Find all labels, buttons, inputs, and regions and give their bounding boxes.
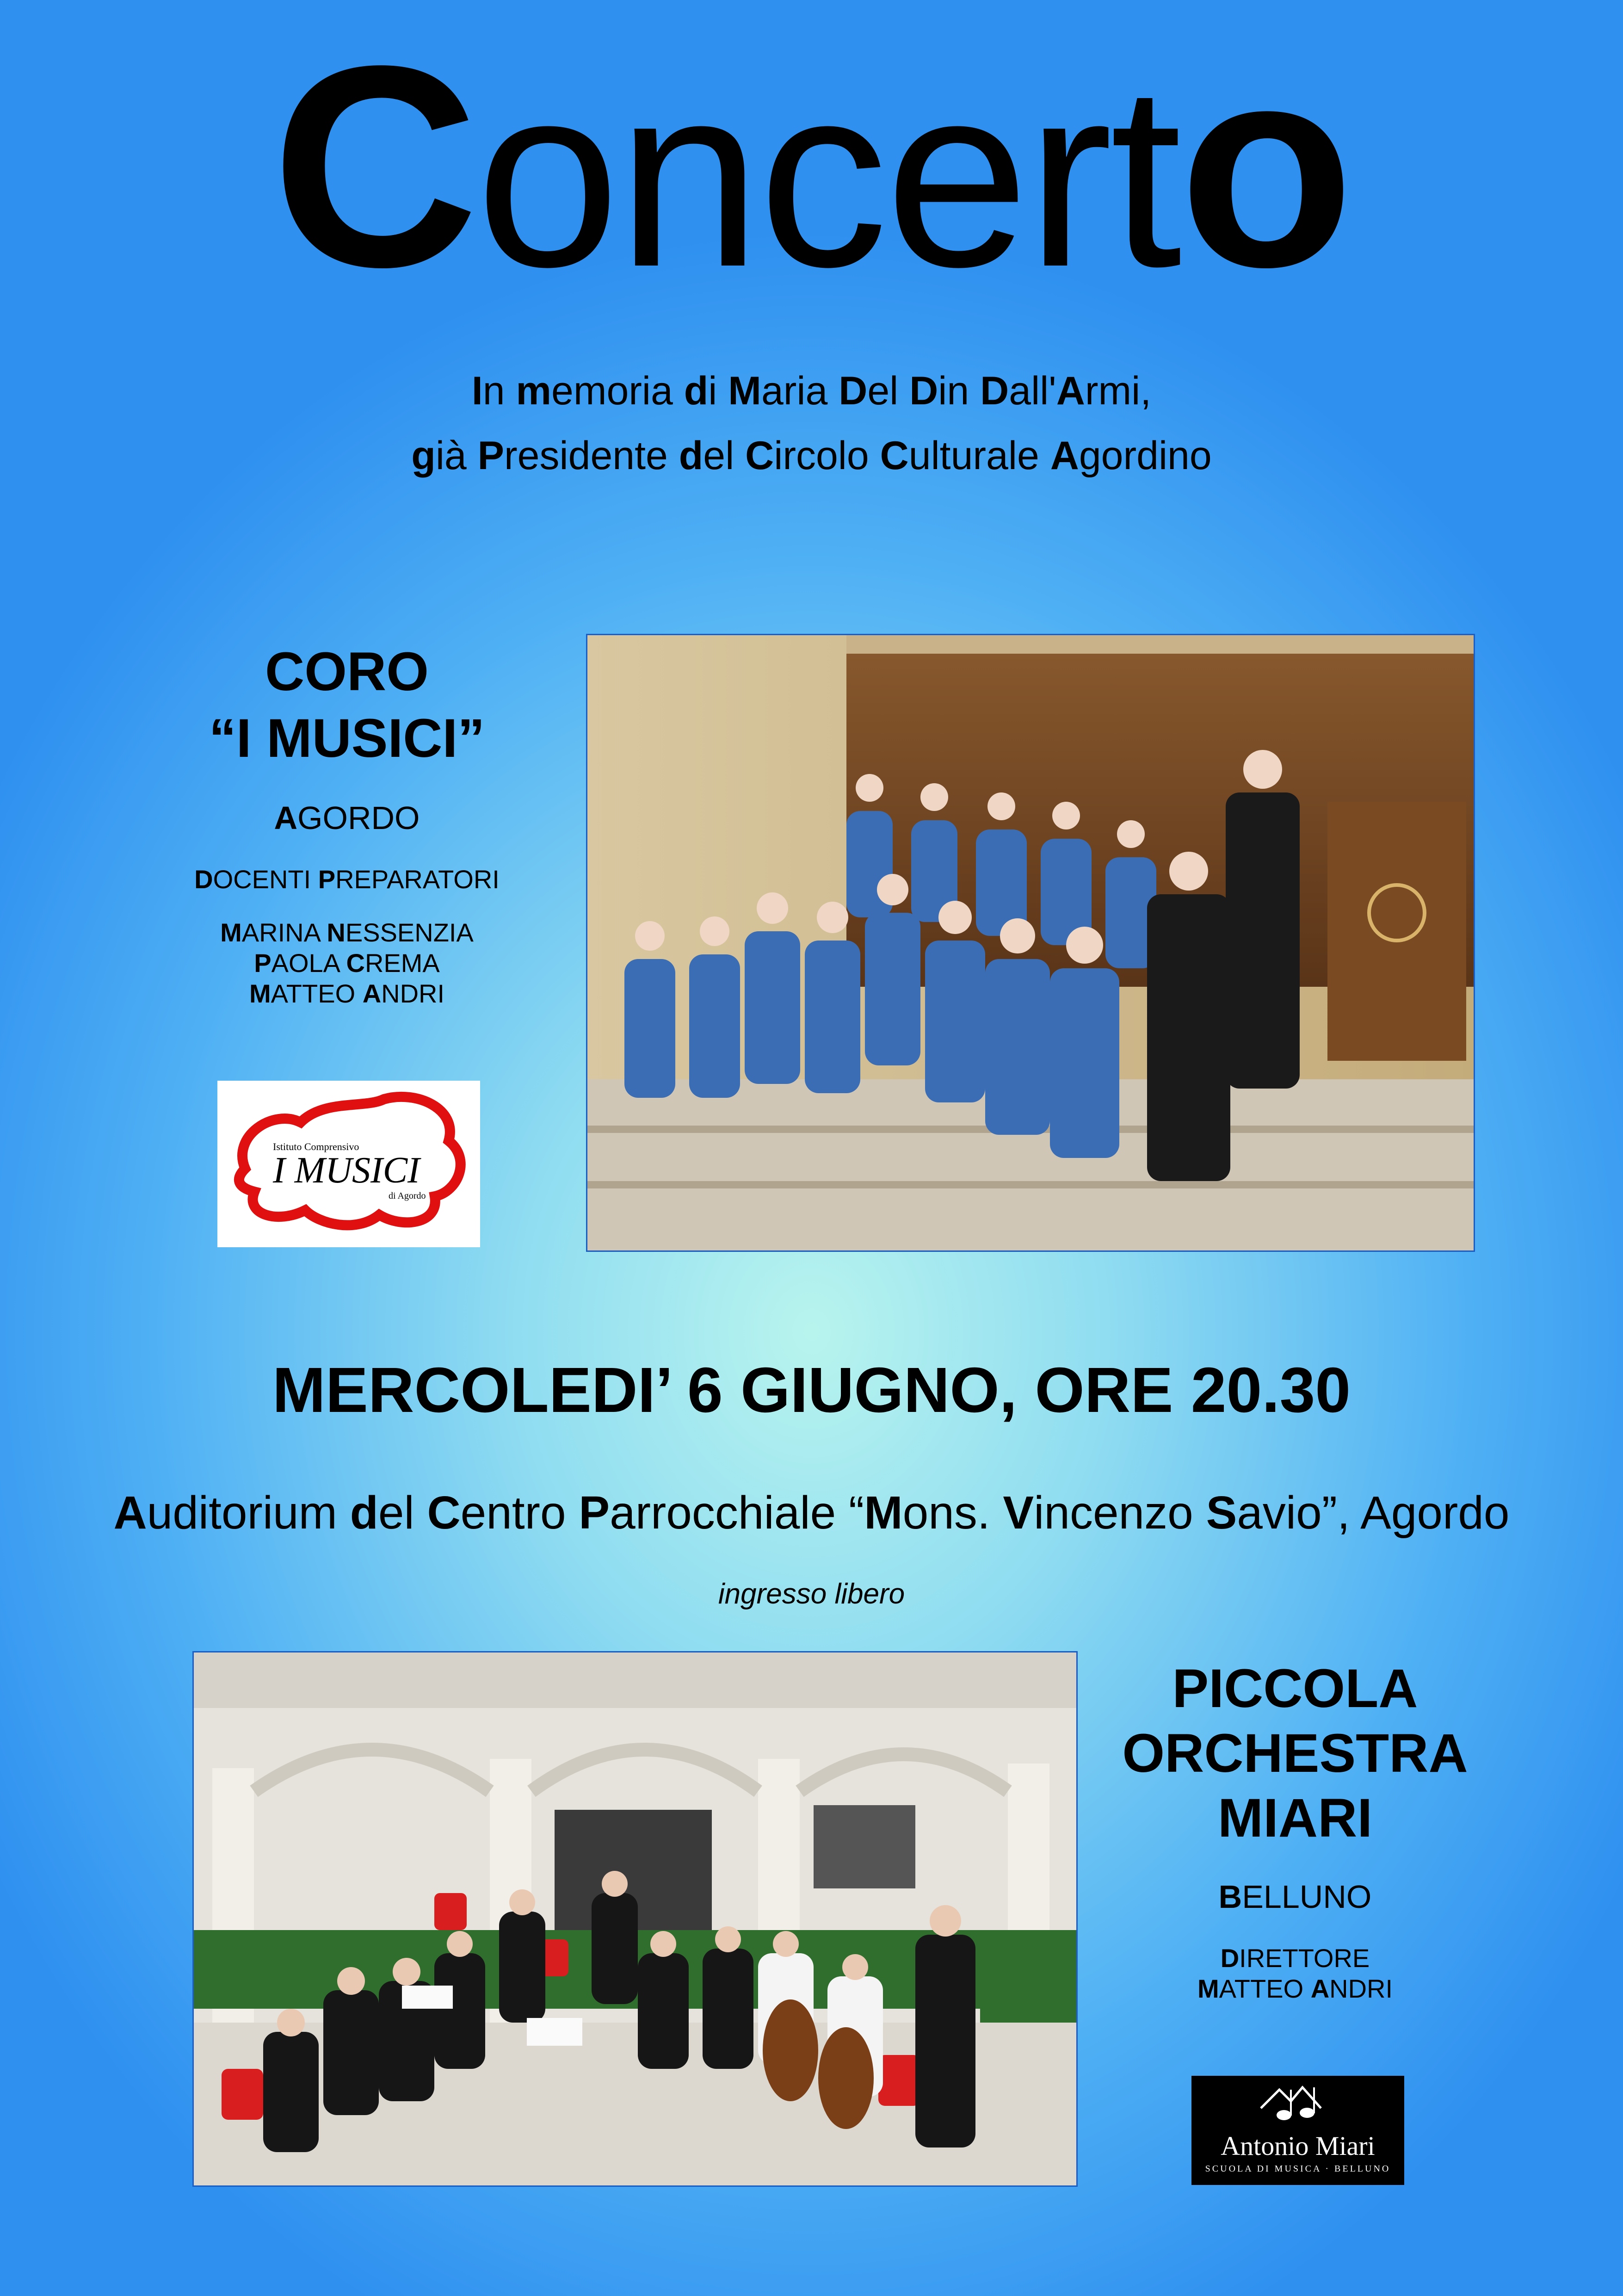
orchestra-photo [192,1651,1078,2187]
logo-top-text: Istituto Comprensivo [273,1141,359,1152]
title-first-letter: C [272,6,476,327]
event-place: Auditorium del Centro Parrocchiale “Mons. Vincenzo Savio”, Agordo [113,1487,1510,1539]
orchestra-title-line-2: ORCHESTRA [1122,1723,1468,1784]
title-middle: oncert [475,31,1179,321]
orchestra-role [1101,1943,1489,2004]
title-last-letter: o [1179,6,1351,327]
event-entry: ingresso libero [718,1578,905,1610]
antonio-miari-logo [1191,2076,1404,2185]
coro-info [176,638,518,1009]
coro-teacher-1: MARINA NESSENZIA [220,918,474,947]
poster-title [0,6,1623,327]
choir-photo-illustration [587,635,1475,1252]
coro-teachers [176,917,518,1009]
orchestra-title-line-1: PICCOLA [1172,1658,1418,1719]
orchestra-info [1101,1656,1489,2004]
logo-bottom-text: di Agordo [389,1191,426,1201]
miari-logo-name: Antonio Miari [1221,2131,1375,2161]
i-musici-logo-graphic [217,1081,480,1247]
coro-teacher-2: PAOLA CREMA [254,948,440,978]
coro-title-line-2: “I MUSICI” [209,708,485,769]
logo-main-text: I MUSICI [273,1150,420,1191]
memoria-line-1: In memoria di Maria Del Din Dall'Armi, [471,369,1152,413]
memoria-line-2: già Presidente del Circolo Culturale Agordino [411,433,1212,478]
i-musici-logo [217,1081,480,1247]
coro-role: DOCENTI PREPARATORI [194,865,500,894]
orchestra-role-title: DIRETTORE [1220,1943,1370,1973]
coro-title [176,638,518,772]
coro-title-line-1: CORO [265,641,429,702]
event-date: MERCOLEDI’ 6 GIUGNO, ORE 20.30 [272,1355,1351,1426]
coro-photo [586,634,1475,1252]
coro-city: AGORDO [274,800,420,836]
orchestra-photo-illustration [194,1652,1078,2187]
orchestra-title [1101,1656,1489,1850]
coro-teacher-3: MATTEO ANDRI [249,979,445,1008]
miari-logo-subtitle: SCUOLA DI MUSICA · BELLUNO [1205,2164,1391,2174]
orchestra-title-line-3: MIARI [1217,1788,1373,1849]
orchestra-city: BELLUNO [1218,1879,1372,1915]
music-note-icon [1191,2076,1404,2127]
orchestra-director-name: MATTEO ANDRI [1197,1974,1393,2003]
